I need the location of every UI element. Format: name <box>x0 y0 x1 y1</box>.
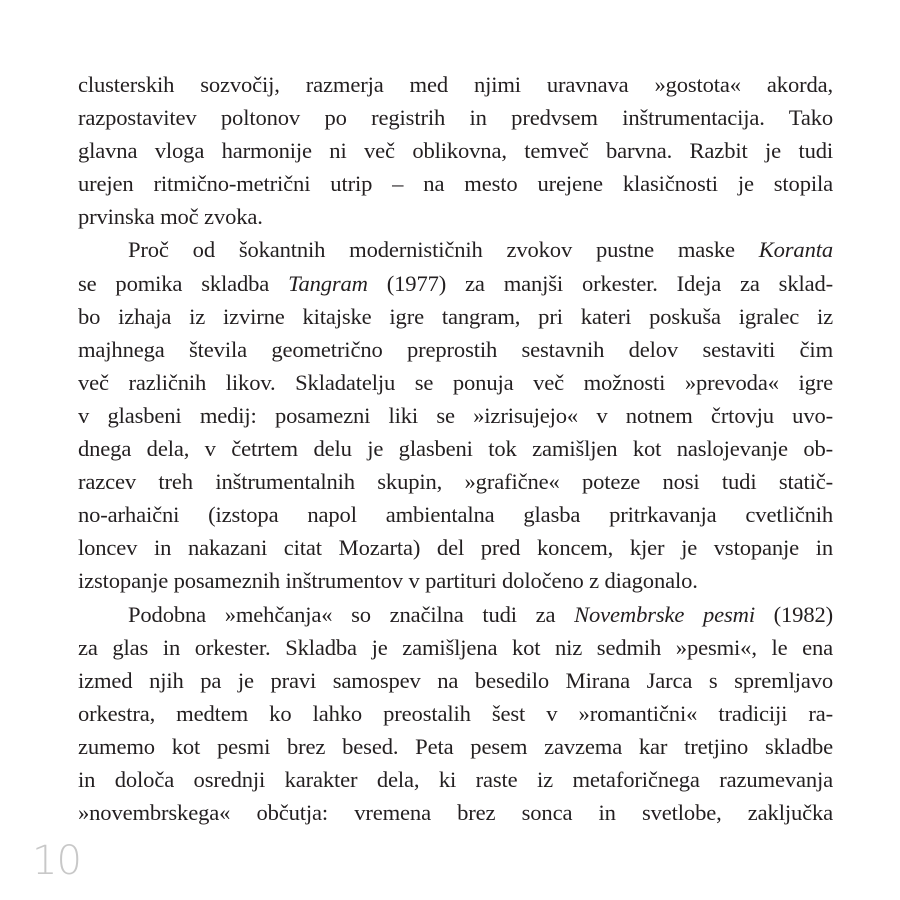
text-line <box>78 498 833 531</box>
text-run: glavna vloga harmonije ni več oblikovna, temveč barvna. Razbit je tudi <box>78 138 833 164</box>
text-line <box>78 763 833 796</box>
text-line <box>78 300 833 333</box>
text-line <box>78 267 833 300</box>
text-run: v glasbeni medij: posamezni liki se »izrisujejo« v notnem črtovju uvo- <box>78 402 833 428</box>
text-line <box>78 68 833 101</box>
text-run: orkestra, medtem ko lahko preostalih šest v »romantični« tradiciji ra- <box>78 700 833 726</box>
text-line <box>78 598 833 631</box>
paragraph <box>78 598 833 830</box>
text-line <box>78 333 833 366</box>
text-run: razpostavitev poltonov po registrih in predvsem inštrumentacija. Tako <box>78 105 833 131</box>
text-run: »novembrskega« občutja: vremena brez sonca in svetlobe, zaključka <box>78 800 833 826</box>
text-run: urejen ritmično-metrični utrip – na mesto urejene klasičnosti je stopila <box>78 171 833 197</box>
text-line <box>78 796 833 829</box>
text-run: zumemo kot pesmi brez besed. Peta pesem zavzema kar tretjino skladbe <box>78 733 833 759</box>
text-run: izstopanje posameznih inštrumentov v partituri določeno z diagonalo. <box>78 568 698 594</box>
text-run: (1982) <box>754 601 833 627</box>
text-run: in določa osrednji karakter dela, ki raste iz metaforičnega razumevanja <box>78 766 833 792</box>
text-line <box>78 233 833 266</box>
italic-title: Novembrske pesmi <box>574 601 755 627</box>
text-line <box>78 432 833 465</box>
paragraph <box>78 68 833 233</box>
text-line <box>78 697 833 730</box>
text-line <box>78 564 833 597</box>
page-number: 10 <box>32 838 81 884</box>
text-run: bo izhaja iz izvirne kitajske igre tangram, pri kateri poskuša igralec iz <box>78 303 833 329</box>
text-run: (1977) za manjši orkester. Ideja za sklad- <box>367 270 833 296</box>
text-line <box>78 167 833 200</box>
text-line <box>78 465 833 498</box>
text-run: razcev treh inštrumentalnih skupin, »grafične« poteze nosi tudi statič- <box>78 469 833 495</box>
body-text <box>78 68 833 829</box>
text-run: se pomika skladba <box>78 270 289 296</box>
text-run: Proč od šokantnih modernističnih zvokov pustne maske <box>128 237 759 263</box>
text-run: majhnega števila geometrično preprostih sestavnih delov sestaviti čim <box>78 336 833 362</box>
text-run: za glas in orkester. Skladba je zamišljena kot niz sedmih »pesmi«, le ena <box>78 634 833 660</box>
italic-title: Koranta <box>758 237 833 263</box>
text-line <box>78 631 833 664</box>
text-run: Podobna »mehčanja« so značilna tudi za <box>128 601 575 627</box>
text-run: loncev in nakazani citat Mozarta) del pred koncem, kjer je vstopanje in <box>78 535 833 561</box>
text-line <box>78 366 833 399</box>
text-line <box>78 101 833 134</box>
text-line <box>78 200 833 233</box>
text-line <box>78 531 833 564</box>
paragraph <box>78 233 833 597</box>
text-run: prvinska moč zvoka. <box>78 204 263 230</box>
text-run: več različnih likov. Skladatelju se ponuja več možnosti »prevoda« igre <box>78 369 833 395</box>
text-line <box>78 664 833 697</box>
text-line <box>78 730 833 763</box>
text-run: clusterskih sozvočij, razmerja med njimi uravnava »gostota« akorda, <box>78 72 833 97</box>
italic-title: Tangram <box>288 270 368 296</box>
text-line <box>78 399 833 432</box>
text-run: no-arhaični (izstopa napol ambientalna glasba pritrkavanja cvetličnih <box>78 502 833 528</box>
text-run: dnega dela, v četrtem delu je glasbeni tok zamišljen kot naslojevanje ob- <box>78 436 833 462</box>
text-line <box>78 134 833 167</box>
text-run: izmed njih pa je pravi samospev na besedilo Mirana Jarca s spremljavo <box>78 667 833 693</box>
